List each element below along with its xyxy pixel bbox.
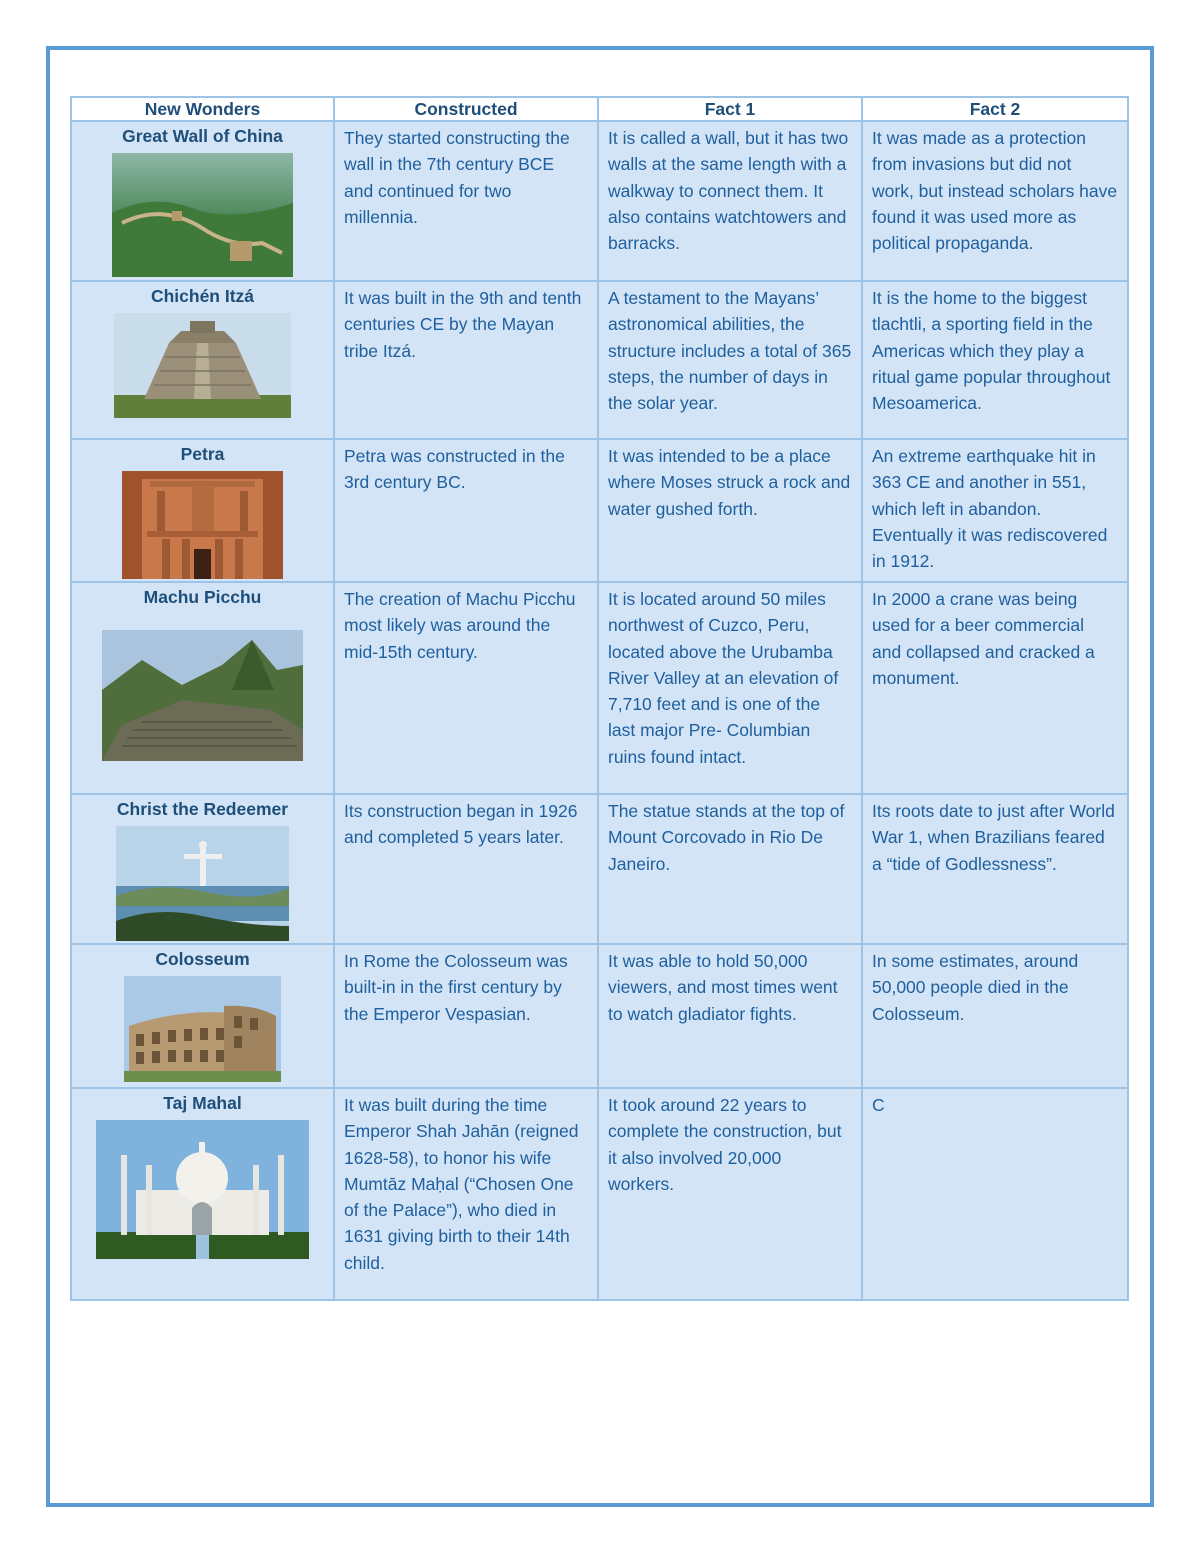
- fact1-cell: It was able to hold 50,000 viewers, and most times went to watch gladiator fights.: [598, 944, 862, 1088]
- wonder-name: Machu Picchu: [143, 587, 262, 607]
- fact2-cell: C: [862, 1088, 1128, 1300]
- wonder-cell: [71, 794, 334, 944]
- wonders-table: [70, 96, 1129, 1301]
- petra-photo: [122, 471, 283, 579]
- header-new-wonders: New Wonders: [71, 97, 334, 121]
- wonder-cell: [71, 944, 334, 1088]
- wonder-name: Colosseum: [155, 949, 250, 969]
- table-row: [71, 121, 1128, 281]
- taj-mahal-photo: [96, 1120, 309, 1259]
- fact2-cell: Its roots date to just after World War 1, when Brazilians feared a “tide of Godlessness”.: [862, 794, 1128, 944]
- table-row: [71, 281, 1128, 439]
- wonder-cell: [71, 121, 334, 281]
- fact2-cell: It was made as a protection from invasions but did not work, but instead scholars have found it was used more as political propaganda.: [862, 121, 1128, 281]
- constructed-cell: In Rome the Colosseum was built-in in the first century by the Emperor Vespasian.: [334, 944, 598, 1088]
- header-fact-1: Fact 1: [598, 97, 862, 121]
- wonder-name: Chichén Itzá: [150, 286, 255, 306]
- wonder-name: Christ the Redeemer: [116, 799, 289, 819]
- wonder-cell: [71, 281, 334, 439]
- constructed-cell: It was built during the time Emperor Shah Jahān (reigned 1628-58), to honor his wife Mumtāz Maḥal (“Chosen One of the Palace”), who died in 1631 giving birth to their 14th child.: [334, 1088, 598, 1300]
- wonder-name: Petra: [180, 444, 225, 464]
- chichen-itza-photo: [114, 313, 291, 418]
- table-row: [71, 944, 1128, 1088]
- fact1-cell: It was intended to be a place where Moses struck a rock and water gushed forth.: [598, 439, 862, 582]
- fact2-cell: It is the home to the biggest tlachtli, a sporting field in the Americas which they play a ritual game popular throughout Mesoamerica.: [862, 281, 1128, 439]
- table-row: [71, 582, 1128, 794]
- header-row: [71, 97, 1128, 121]
- fact1-cell: It took around 22 years to complete the construction, but it also involved 20,000 workers.: [598, 1088, 862, 1300]
- table-row: [71, 439, 1128, 582]
- fact2-cell: An extreme earthquake hit in 363 CE and another in 551, which left in abandon. Eventually it was rediscovered in 1912.: [862, 439, 1128, 582]
- machu-picchu-photo: [102, 630, 303, 761]
- table-row: [71, 794, 1128, 944]
- colosseum-photo: [124, 976, 281, 1082]
- wonder-name: Taj Mahal: [163, 1093, 242, 1113]
- constructed-cell: Petra was constructed in the 3rd century BC.: [334, 439, 598, 582]
- fact2-cell: In some estimates, around 50,000 people died in the Colosseum.: [862, 944, 1128, 1088]
- wonder-cell: [71, 1088, 334, 1300]
- fact1-cell: It is located around 50 miles northwest of Cuzco, Peru, located above the Urubamba River Valley at an elevation of 7,710 feet and is one of the last major Pre- Columbian ruins found intact.: [598, 582, 862, 794]
- fact1-cell: The statue stands at the top of Mount Corcovado in Rio De Janeiro.: [598, 794, 862, 944]
- constructed-cell: Its construction began in 1926 and completed 5 years later.: [334, 794, 598, 944]
- constructed-cell: They started constructing the wall in the 7th century BCE and continued for two millennia.: [334, 121, 598, 281]
- fact1-cell: A testament to the Mayans’ astronomical abilities, the structure includes a total of 365 steps, the number of days in the solar year.: [598, 281, 862, 439]
- header-constructed: Constructed: [334, 97, 598, 121]
- wonder-cell: [71, 439, 334, 582]
- great-wall-photo: [112, 153, 293, 277]
- fact1-cell: It is called a wall, but it has two walls at the same length with a walkway to connect them. It also contains watchtowers and barracks.: [598, 121, 862, 281]
- wonder-name: Great Wall of China: [122, 126, 283, 146]
- constructed-cell: The creation of Machu Picchu most likely was around the mid-15th century.: [334, 582, 598, 794]
- table-row: [71, 1088, 1128, 1300]
- constructed-cell: It was built in the 9th and tenth centuries CE by the Mayan tribe Itzá.: [334, 281, 598, 439]
- header-fact-2: Fact 2: [862, 97, 1128, 121]
- fact2-cell: In 2000 a crane was being used for a beer commercial and collapsed and cracked a monument.: [862, 582, 1128, 794]
- wonder-cell: [71, 582, 334, 794]
- christ-redeemer-photo: [116, 826, 289, 941]
